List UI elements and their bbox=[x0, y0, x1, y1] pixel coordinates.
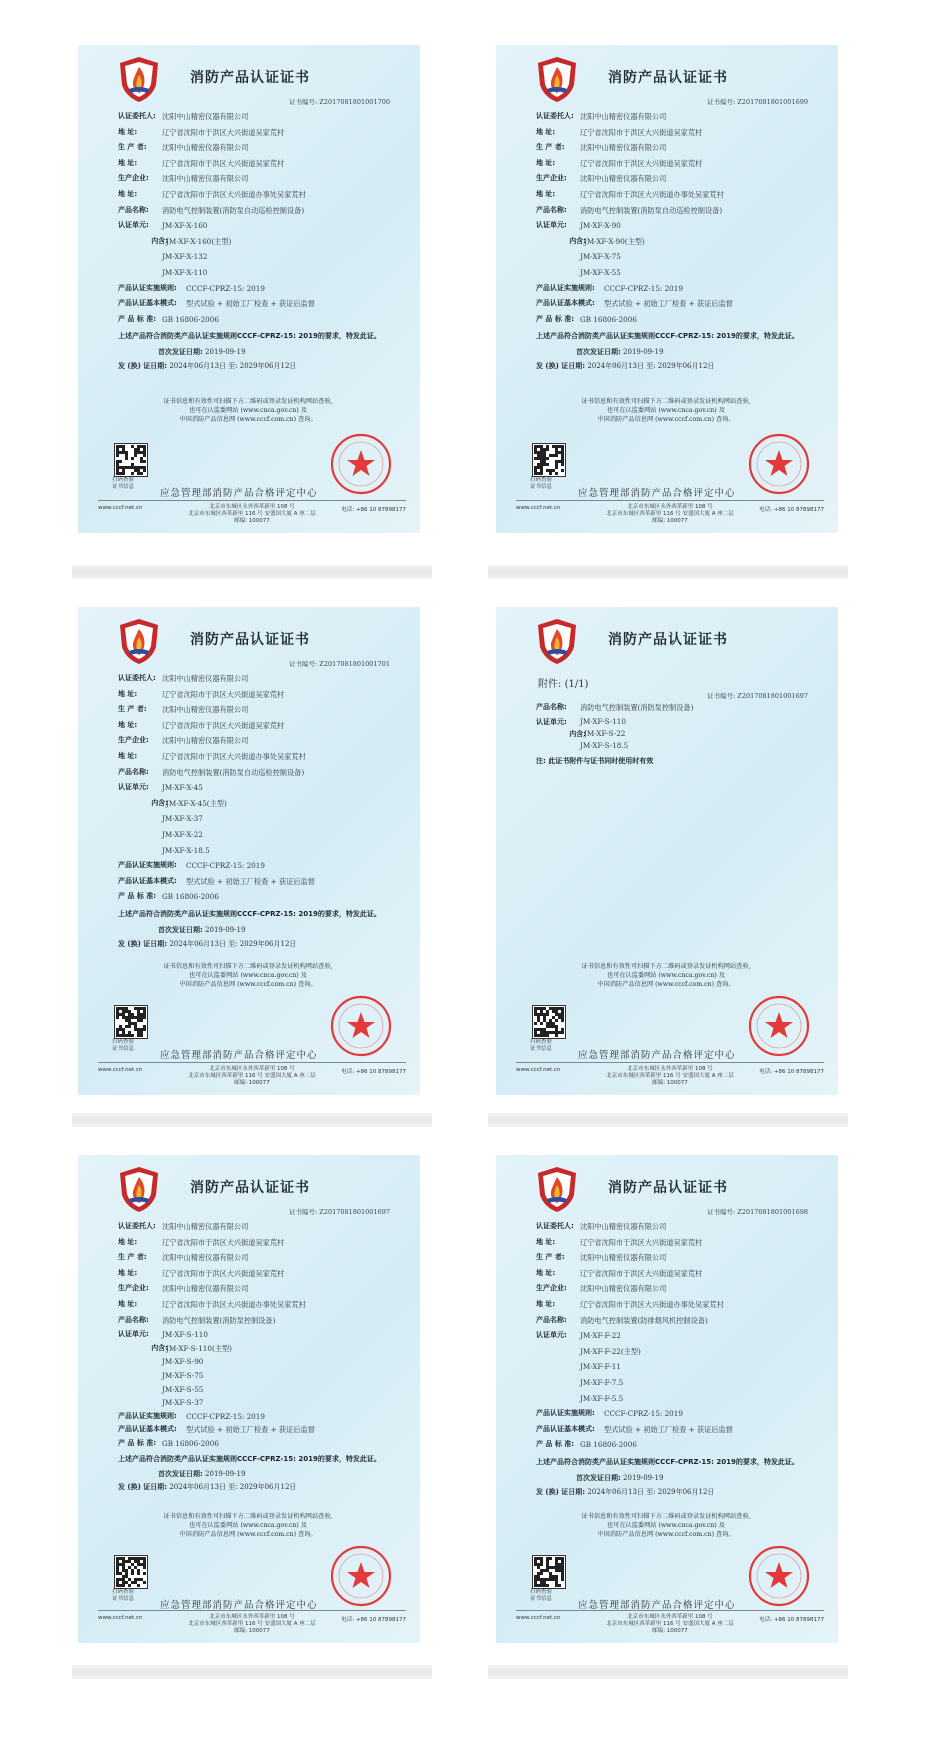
separator bbox=[72, 1665, 432, 1679]
factory-value: 沈阳中山精密仪器有限公司 bbox=[580, 1284, 667, 1294]
issue-date: 2024年06月13日 bbox=[169, 939, 226, 948]
product-value: 消防电气控制装置(消防泵自动巡检控制设备) bbox=[162, 205, 305, 215]
statement: 上述产品符合消防类产品认证实施规则CCCF-CPRZ-15: 2019的要求，特发此证。 bbox=[536, 332, 799, 341]
valid-to-date: 至: 2029年06月12日 bbox=[228, 362, 297, 371]
note-line: 中国消防产品信息网 (www.cccf.com.cn) 查询。 bbox=[179, 416, 317, 423]
address-value: 辽宁省沈阳市于洪区大兴街道办事处吴家荒村 bbox=[162, 189, 306, 199]
footer-postcode: 邮编: 100077 bbox=[652, 518, 688, 524]
rule-value: CCCF-CPRZ-15: 2019 bbox=[604, 283, 683, 293]
label-standard: 产 品 标 准: bbox=[536, 1440, 575, 1449]
first-issue-date: 2019-09-19 bbox=[623, 348, 664, 357]
product-value: 消防电气控制装置(防排烟风机控制设备) bbox=[580, 1315, 708, 1325]
address-value: 辽宁省沈阳市于洪区大兴街道吴家荒村 bbox=[162, 689, 285, 699]
producer-value: 沈阳中山精密仪器有限公司 bbox=[162, 1253, 249, 1263]
product-value: 消防电气控制装置(消防泵控制设备) bbox=[162, 1315, 276, 1325]
statement: 上述产品符合消防类产品认证实施规则CCCF-CPRZ-15: 2019的要求，特发此证。 bbox=[536, 1457, 799, 1466]
qr-label: 扫码查验 bbox=[112, 1039, 135, 1045]
model-item: JM-XF-F-11 bbox=[580, 1362, 621, 1372]
first-issue-date: 2019-09-19 bbox=[205, 1469, 246, 1478]
footer-postcode: 邮编: 100077 bbox=[234, 1628, 270, 1634]
model-item: JM-XF-S-55 bbox=[162, 1384, 204, 1394]
official-seal-icon bbox=[748, 995, 810, 1057]
note-line: 也可在认监委网站 (www.cnca.gov.cn) 及 bbox=[606, 1522, 725, 1529]
certificate-title: 消防产品认证证书 bbox=[608, 632, 728, 648]
model-item: JM-XF-F-22(主型) bbox=[580, 1346, 641, 1356]
mode-value: 型式试验 + 初始工厂检查 + 获证后监督 bbox=[186, 876, 315, 886]
footer bbox=[98, 1610, 406, 1635]
qr-label: 扫码查验 bbox=[530, 477, 553, 483]
certificate-number: 证书编号: Z2017081801001697 bbox=[289, 1208, 390, 1216]
valid-to-date: 至: 2029年06月12日 bbox=[228, 1482, 297, 1491]
separator bbox=[488, 1665, 848, 1679]
qr-code[interactable] bbox=[114, 1005, 148, 1039]
note-line: 也可在认监委网站 (www.cnca.gov.cn) 及 bbox=[188, 972, 307, 979]
label-mode: 产品认证基本模式: bbox=[118, 876, 177, 885]
footer-postcode: 邮编: 100077 bbox=[234, 518, 270, 524]
producer-value: 沈阳中山精密仪器有限公司 bbox=[162, 705, 249, 715]
official-seal-icon bbox=[330, 433, 392, 495]
client-value: 沈阳中山精密仪器有限公司 bbox=[162, 112, 249, 121]
address-value: 辽宁省沈阳市于洪区大兴街道办事处吴家荒村 bbox=[580, 1299, 724, 1309]
product-value: 消防电气控制装置(消防泵自动巡检控制设备) bbox=[580, 205, 723, 215]
certificate-5 bbox=[78, 1155, 420, 1643]
model-item: JM-XF-F-7.5 bbox=[580, 1377, 624, 1387]
issuing-organization: 应急管理部消防产品合格评定中心 bbox=[160, 1050, 318, 1061]
qr-label: 扫码查验 bbox=[112, 1589, 135, 1595]
website: www.cccf.net.cn bbox=[516, 1615, 561, 1621]
address-value: 辽宁省沈阳市于洪区大兴街道吴家荒村 bbox=[162, 1268, 285, 1278]
label-address: 地 址: bbox=[118, 127, 138, 136]
model-item: JM-XF-X-110 bbox=[162, 267, 208, 277]
note-line: 也可在认监委网站 (www.cnca.gov.cn) 及 bbox=[606, 407, 725, 414]
phone: 电话: +86 10 87898177 bbox=[341, 1069, 406, 1075]
address-value: 辽宁省沈阳市于洪区大兴街道吴家荒村 bbox=[162, 1237, 285, 1247]
website: www.cccf.net.cn bbox=[98, 1067, 143, 1073]
certificate-title: 消防产品认证证书 bbox=[608, 70, 728, 86]
label-producer: 生 产 者: bbox=[118, 143, 147, 152]
qr-label: 扫码查验 bbox=[530, 1039, 553, 1045]
producer-value: 沈阳中山精密仪器有限公司 bbox=[580, 143, 667, 153]
website: www.cccf.net.cn bbox=[516, 1067, 561, 1073]
certificate-title: 消防产品认证证书 bbox=[190, 1180, 310, 1196]
fire-logo-icon bbox=[118, 55, 160, 103]
label-issue: 发 (换) 证日期: bbox=[118, 939, 168, 948]
label-contains: 内含: bbox=[151, 798, 168, 807]
official-seal-icon bbox=[748, 433, 810, 495]
qr-label: 证书信息 bbox=[112, 1046, 135, 1052]
footer-address: 北京市东城区西革新里 116 号 安盛国大厦 A 座二层 bbox=[188, 1621, 316, 1627]
footer-address: 北京市东城区永外西革新里 108 号 bbox=[209, 504, 295, 510]
statement: 上述产品符合消防类产品认证实施规则CCCF-CPRZ-15: 2019的要求，特发此证。 bbox=[118, 909, 381, 918]
footer-address: 北京市东城区永外西革新里 108 号 bbox=[627, 1066, 713, 1072]
product-value: 消防电气控制装置(消防泵自动巡检控制设备) bbox=[162, 767, 305, 777]
label-mode: 产品认证基本模式: bbox=[118, 299, 177, 308]
certificate-number: 证书编号: Z2017081801001700 bbox=[289, 98, 390, 106]
standard-value: GB 16806-2006 bbox=[162, 892, 219, 902]
issue-date: 2024年06月13日 bbox=[587, 1487, 644, 1496]
footer-address: 北京市东城区永外西革新里 108 号 bbox=[627, 504, 713, 510]
note-line: 证书信息和有效性可扫描下方二维码或登录发证机构网站查验, bbox=[581, 398, 751, 405]
certificate-title: 消防产品认证证书 bbox=[608, 1180, 728, 1196]
label-address: 地 址: bbox=[118, 1237, 138, 1246]
label-address: 地 址: bbox=[118, 720, 138, 729]
footer-address: 北京市东城区永外西革新里 108 号 bbox=[209, 1066, 295, 1072]
address-value: 辽宁省沈阳市于洪区大兴街道办事处吴家荒村 bbox=[162, 1299, 306, 1309]
phone: 电话: +86 10 87898177 bbox=[341, 1617, 406, 1623]
label-product: 产品名称: bbox=[536, 205, 567, 214]
label-standard: 产 品 标 准: bbox=[118, 1438, 157, 1447]
separator bbox=[72, 565, 432, 579]
first-issue-date: 2019-09-19 bbox=[623, 1473, 664, 1482]
label-address: 地 址: bbox=[536, 158, 556, 167]
mode-value: 型式试验 + 初始工厂检查 + 获证后监督 bbox=[604, 299, 733, 309]
label-address: 地 址: bbox=[118, 158, 138, 167]
issuing-organization: 应急管理部消防产品合格评定中心 bbox=[160, 488, 318, 499]
label-address: 地 址: bbox=[118, 689, 138, 698]
label-address: 地 址: bbox=[536, 189, 556, 198]
label-unit: 认证单元: bbox=[536, 1331, 567, 1340]
first-issue-date: 2019-09-19 bbox=[205, 348, 246, 357]
label-unit: 认证单元: bbox=[118, 221, 149, 230]
official-seal-icon bbox=[330, 1545, 392, 1607]
fire-logo-icon bbox=[118, 617, 160, 665]
qr-code[interactable] bbox=[114, 443, 148, 477]
qr-code[interactable] bbox=[114, 1555, 148, 1589]
certificate-title: 消防产品认证证书 bbox=[190, 70, 310, 86]
label-client: 认证委托人: bbox=[118, 674, 156, 682]
certificate-3 bbox=[78, 607, 420, 1095]
fire-logo-icon bbox=[118, 1165, 160, 1213]
label-standard: 产 品 标 准: bbox=[118, 892, 157, 901]
factory-value: 沈阳中山精密仪器有限公司 bbox=[162, 1284, 249, 1294]
valid-to-date: 至: 2029年06月12日 bbox=[646, 1487, 715, 1496]
qr-label: 证书信息 bbox=[530, 1046, 553, 1052]
model-item: JM-XF-S-110(主型) bbox=[166, 1343, 232, 1353]
label-address: 地 址: bbox=[118, 751, 138, 760]
label-first-issue: 首次发证日期: bbox=[158, 1469, 203, 1478]
factory-value: 沈阳中山精密仪器有限公司 bbox=[580, 174, 667, 184]
label-client: 认证委托人: bbox=[536, 112, 574, 120]
address-value: 辽宁省沈阳市于洪区大兴街道办事处吴家荒村 bbox=[580, 189, 724, 199]
unit-value: JM-XF-F-22 bbox=[580, 1331, 621, 1341]
note-line: 证书信息和有效性可扫描下方二维码或登录发证机构网站查验, bbox=[163, 398, 333, 405]
product-value: 消防电气控制装置(消防泵控制设备) bbox=[580, 703, 694, 712]
mode-value: 型式试验 + 初始工厂检查 + 获证后监督 bbox=[186, 299, 315, 309]
address-value: 辽宁省沈阳市于洪区大兴街道吴家荒村 bbox=[162, 127, 285, 137]
note-line: 证书信息和有效性可扫描下方二维码或登录发证机构网站查验, bbox=[581, 1513, 751, 1520]
footer bbox=[516, 1062, 824, 1087]
client-value: 沈阳中山精密仪器有限公司 bbox=[162, 674, 249, 683]
mode-value: 型式试验 + 初始工厂检查 + 获证后监督 bbox=[604, 1424, 733, 1434]
label-issue: 发 (换) 证日期: bbox=[536, 1487, 586, 1496]
certificate-1 bbox=[78, 45, 420, 533]
phone: 电话: +86 10 87898177 bbox=[759, 1069, 824, 1075]
footer-address: 北京市东城区西革新里 116 号 安盛国大厦 A 座二层 bbox=[188, 1073, 316, 1079]
issuing-organization: 应急管理部消防产品合格评定中心 bbox=[578, 488, 736, 499]
label-address: 地 址: bbox=[536, 1237, 556, 1246]
attachment-note: 注: 此证书附件与证书同时使用时有效 bbox=[536, 756, 654, 765]
label-factory: 生产企业: bbox=[536, 174, 567, 183]
label-unit: 认证单元: bbox=[536, 717, 567, 726]
address-value: 辽宁省沈阳市于洪区大兴街道吴家荒村 bbox=[580, 1268, 703, 1278]
certificate-number: 证书编号: Z2017081801001701 bbox=[289, 660, 390, 668]
official-seal-icon bbox=[330, 995, 392, 1057]
model-item: JM-XF-X-160(主型) bbox=[166, 236, 232, 246]
address-value: 辽宁省沈阳市于洪区大兴街道吴家荒村 bbox=[162, 720, 285, 730]
note-line: 中国消防产品信息网 (www.cccf.com.cn) 查询。 bbox=[597, 981, 735, 988]
certificate-number: 证书编号: Z2017081801001697 bbox=[707, 692, 808, 700]
rule-value: CCCF-CPRZ-15: 2019 bbox=[186, 1411, 265, 1421]
issue-date: 2024年06月13日 bbox=[169, 1482, 226, 1491]
qr-label: 证书信息 bbox=[112, 1596, 135, 1602]
footer-postcode: 邮编: 100077 bbox=[652, 1080, 688, 1086]
mode-value: 型式试验 + 初始工厂检查 + 获证后监督 bbox=[186, 1425, 315, 1435]
qr-label: 证书信息 bbox=[530, 1596, 553, 1602]
label-mode: 产品认证基本模式: bbox=[536, 1424, 595, 1433]
label-standard: 产 品 标 准: bbox=[536, 314, 575, 323]
label-product: 产品名称: bbox=[536, 703, 567, 711]
fire-logo-icon bbox=[536, 55, 578, 103]
footer-address: 北京市东城区永外西革新里 108 号 bbox=[209, 1614, 295, 1620]
label-unit: 认证单元: bbox=[118, 783, 149, 792]
separator bbox=[488, 1113, 848, 1127]
label-rule: 产品认证实施规则: bbox=[536, 283, 595, 292]
model-item: JM-XF-X-18.5 bbox=[162, 845, 210, 855]
producer-value: 沈阳中山精密仪器有限公司 bbox=[162, 143, 249, 153]
footer-address: 北京市东城区西革新里 116 号 安盛国大厦 A 座二层 bbox=[188, 511, 316, 517]
issue-date: 2024年06月13日 bbox=[169, 362, 226, 371]
certificate-6 bbox=[496, 1155, 838, 1643]
rule-value: CCCF-CPRZ-15: 2019 bbox=[604, 1409, 683, 1419]
qr-label: 扫码查验 bbox=[530, 1589, 553, 1595]
website: www.cccf.net.cn bbox=[98, 505, 143, 511]
statement: 上述产品符合消防类产品认证实施规则CCCF-CPRZ-15: 2019的要求，特发此证。 bbox=[118, 1454, 381, 1463]
client-value: 沈阳中山精密仪器有限公司 bbox=[162, 1222, 249, 1231]
model-item: JM-XF-X-132 bbox=[162, 252, 208, 262]
model-item: JM-XF-F-5.5 bbox=[580, 1393, 624, 1403]
statement: 上述产品符合消防类产品认证实施规则CCCF-CPRZ-15: 2019的要求，特发此证。 bbox=[118, 332, 381, 341]
label-product: 产品名称: bbox=[118, 1315, 149, 1324]
label-mode: 产品认证基本模式: bbox=[118, 1425, 177, 1434]
note-line: 证书信息和有效性可扫描下方二维码或登录发证机构网站查验, bbox=[581, 963, 751, 970]
rule-value: CCCF-CPRZ-15: 2019 bbox=[186, 861, 265, 871]
unit-value: JM-XF-X-45 bbox=[162, 783, 203, 793]
model-item: JM-XF-S-18.5 bbox=[580, 740, 629, 750]
label-factory: 生产企业: bbox=[118, 174, 149, 183]
label-unit: 认证单元: bbox=[536, 221, 567, 230]
model-item: JM-XF-X-75 bbox=[580, 252, 621, 262]
label-standard: 产 品 标 准: bbox=[118, 314, 157, 323]
official-seal-icon bbox=[748, 1545, 810, 1607]
standard-value: GB 16806-2006 bbox=[162, 1438, 219, 1448]
label-rule: 产品认证实施规则: bbox=[118, 861, 177, 870]
fire-logo-icon bbox=[536, 1165, 578, 1213]
certificate-number: 证书编号: Z2017081801001699 bbox=[707, 98, 808, 106]
label-first-issue: 首次发证日期: bbox=[576, 348, 621, 357]
label-mode: 产品认证基本模式: bbox=[536, 299, 595, 308]
attachment-label: 附件: bbox=[538, 679, 562, 690]
note-line: 也可在认监委网站 (www.cnca.gov.cn) 及 bbox=[188, 407, 307, 414]
issuing-organization: 应急管理部消防产品合格评定中心 bbox=[578, 1050, 736, 1061]
label-address: 地 址: bbox=[118, 1299, 138, 1308]
label-address: 地 址: bbox=[118, 1268, 138, 1277]
attachment-count: (1/1) bbox=[564, 679, 589, 690]
qr-label: 扫码查验 bbox=[112, 477, 135, 483]
label-contains: 内含: bbox=[569, 236, 586, 245]
label-product: 产品名称: bbox=[118, 205, 149, 214]
client-value: 沈阳中山精密仪器有限公司 bbox=[580, 1222, 667, 1231]
label-client: 认证委托人: bbox=[536, 1222, 574, 1230]
separator bbox=[488, 565, 848, 579]
footer-postcode: 邮编: 100077 bbox=[234, 1080, 270, 1086]
note-line: 证书信息和有效性可扫描下方二维码或登录发证机构网站查验, bbox=[163, 963, 333, 970]
model-item: JM-XF-X-37 bbox=[162, 814, 203, 824]
label-address: 地 址: bbox=[536, 1268, 556, 1277]
issue-date: 2024年06月13日 bbox=[587, 362, 644, 371]
issuing-organization: 应急管理部消防产品合格评定中心 bbox=[578, 1600, 736, 1611]
label-issue: 发 (换) 证日期: bbox=[118, 362, 168, 371]
unit-value: JM-XF-S-110 bbox=[162, 1330, 208, 1340]
label-first-issue: 首次发证日期: bbox=[158, 925, 203, 934]
qr-code[interactable] bbox=[532, 443, 566, 477]
qr-label: 证书信息 bbox=[530, 484, 553, 490]
standard-value: GB 16806-2006 bbox=[162, 314, 219, 324]
rule-value: CCCF-CPRZ-15: 2019 bbox=[186, 283, 265, 293]
model-item: JM-XF-X-55 bbox=[580, 267, 621, 277]
label-issue: 发 (换) 证日期: bbox=[118, 1482, 168, 1491]
label-unit: 认证单元: bbox=[118, 1330, 149, 1339]
label-issue: 发 (换) 证日期: bbox=[536, 362, 586, 371]
label-contains: 内含: bbox=[569, 729, 586, 738]
model-item: JM-XF-X-45(主型) bbox=[166, 798, 227, 808]
address-value: 辽宁省沈阳市于洪区大兴街道吴家荒村 bbox=[580, 127, 703, 137]
note-line: 也可在认监委网站 (www.cnca.gov.cn) 及 bbox=[188, 1522, 307, 1529]
client-value: 沈阳中山精密仪器有限公司 bbox=[580, 112, 667, 121]
note-line: 中国消防产品信息网 (www.cccf.com.cn) 查询。 bbox=[597, 1531, 735, 1538]
model-item: JM-XF-S-75 bbox=[162, 1370, 204, 1380]
label-rule: 产品认证实施规则: bbox=[118, 283, 177, 292]
note-line: 中国消防产品信息网 (www.cccf.com.cn) 查询。 bbox=[597, 416, 735, 423]
phone: 电话: +86 10 87898177 bbox=[759, 507, 824, 513]
standard-value: GB 16806-2006 bbox=[580, 1440, 637, 1450]
phone: 电话: +86 10 87898177 bbox=[759, 1617, 824, 1623]
valid-to-date: 至: 2029年06月12日 bbox=[646, 362, 715, 371]
address-value: 辽宁省沈阳市于洪区大兴街道办事处吴家荒村 bbox=[162, 751, 306, 761]
model-item: JM-XF-S-22 bbox=[584, 728, 626, 738]
label-contains: 内含: bbox=[151, 236, 168, 245]
label-rule: 产品认证实施规则: bbox=[536, 1409, 595, 1418]
label-producer: 生 产 者: bbox=[536, 143, 565, 152]
standard-value: GB 16806-2006 bbox=[580, 314, 637, 324]
note-line: 证书信息和有效性可扫描下方二维码或登录发证机构网站查验, bbox=[163, 1513, 333, 1520]
label-first-issue: 首次发证日期: bbox=[158, 348, 203, 357]
model-item: JM-XF-S-90 bbox=[162, 1357, 204, 1367]
note-line: 中国消防产品信息网 (www.cccf.com.cn) 查询。 bbox=[179, 981, 317, 988]
footer-address: 北京市东城区西革新里 116 号 安盛国大厦 A 座二层 bbox=[606, 1621, 734, 1627]
label-factory: 生产企业: bbox=[118, 1284, 149, 1293]
address-value: 辽宁省沈阳市于洪区大兴街道吴家荒村 bbox=[162, 158, 285, 168]
footer bbox=[516, 1610, 824, 1635]
label-contains: 内含: bbox=[151, 1343, 168, 1352]
separator bbox=[72, 1113, 432, 1127]
label-address: 地 址: bbox=[536, 127, 556, 136]
valid-to-date: 至: 2029年06月12日 bbox=[228, 939, 297, 948]
producer-value: 沈阳中山精密仪器有限公司 bbox=[580, 1253, 667, 1263]
label-producer: 生 产 者: bbox=[118, 1253, 147, 1262]
label-client: 认证委托人: bbox=[118, 1222, 156, 1230]
note-line: 也可在认监委网站 (www.cnca.gov.cn) 及 bbox=[606, 972, 725, 979]
factory-value: 沈阳中山精密仪器有限公司 bbox=[162, 174, 249, 184]
footer-address: 北京市东城区西革新里 116 号 安盛国大厦 A 座二层 bbox=[606, 1073, 734, 1079]
address-value: 辽宁省沈阳市于洪区大兴街道吴家荒村 bbox=[580, 158, 703, 168]
label-producer: 生 产 者: bbox=[536, 1253, 565, 1262]
factory-value: 沈阳中山精密仪器有限公司 bbox=[162, 736, 249, 746]
model-item: JM-XF-X-90(主型) bbox=[584, 236, 645, 246]
website: www.cccf.net.cn bbox=[98, 1615, 143, 1621]
label-product: 产品名称: bbox=[118, 767, 149, 776]
qr-label: 证书信息 bbox=[112, 484, 135, 490]
label-address: 地 址: bbox=[536, 1299, 556, 1308]
label-producer: 生 产 者: bbox=[118, 705, 147, 714]
unit-value: JM-XF-X-160 bbox=[162, 221, 208, 231]
label-client: 认证委托人: bbox=[118, 112, 156, 120]
certificate-4-attachment bbox=[496, 607, 838, 1095]
certificate-number: 证书编号: Z2017081801001698 bbox=[707, 1208, 808, 1216]
footer bbox=[516, 500, 824, 525]
unit-value: JM-XF-X-90 bbox=[580, 221, 621, 231]
footer bbox=[98, 500, 406, 525]
label-rule: 产品认证实施规则: bbox=[118, 1411, 177, 1420]
label-factory: 生产企业: bbox=[536, 1284, 567, 1293]
qr-code[interactable] bbox=[532, 1555, 566, 1589]
certificate-2 bbox=[496, 45, 838, 533]
label-first-issue: 首次发证日期: bbox=[576, 1473, 621, 1482]
footer bbox=[98, 1062, 406, 1087]
website: www.cccf.net.cn bbox=[516, 505, 561, 511]
first-issue-date: 2019-09-19 bbox=[205, 925, 246, 934]
label-address: 地 址: bbox=[118, 189, 138, 198]
phone: 电话: +86 10 87898177 bbox=[341, 507, 406, 513]
note-line: 中国消防产品信息网 (www.cccf.com.cn) 查询。 bbox=[179, 1531, 317, 1538]
certificate-title: 消防产品认证证书 bbox=[190, 632, 310, 648]
footer-address: 北京市东城区永外西革新里 108 号 bbox=[627, 1614, 713, 1620]
issuing-organization: 应急管理部消防产品合格评定中心 bbox=[160, 1600, 318, 1611]
label-product: 产品名称: bbox=[536, 1315, 567, 1324]
address-value: 辽宁省沈阳市于洪区大兴街道吴家荒村 bbox=[580, 1237, 703, 1247]
footer-postcode: 邮编: 100077 bbox=[652, 1628, 688, 1634]
fire-logo-icon bbox=[536, 617, 578, 665]
unit-value: JM-XF-S-110 bbox=[580, 716, 626, 726]
qr-code[interactable] bbox=[532, 1005, 566, 1039]
footer-address: 北京市东城区西革新里 116 号 安盛国大厦 A 座二层 bbox=[606, 511, 734, 517]
model-item: JM-XF-S-37 bbox=[162, 1398, 204, 1408]
model-item: JM-XF-X-22 bbox=[162, 829, 203, 839]
label-factory: 生产企业: bbox=[118, 736, 149, 745]
